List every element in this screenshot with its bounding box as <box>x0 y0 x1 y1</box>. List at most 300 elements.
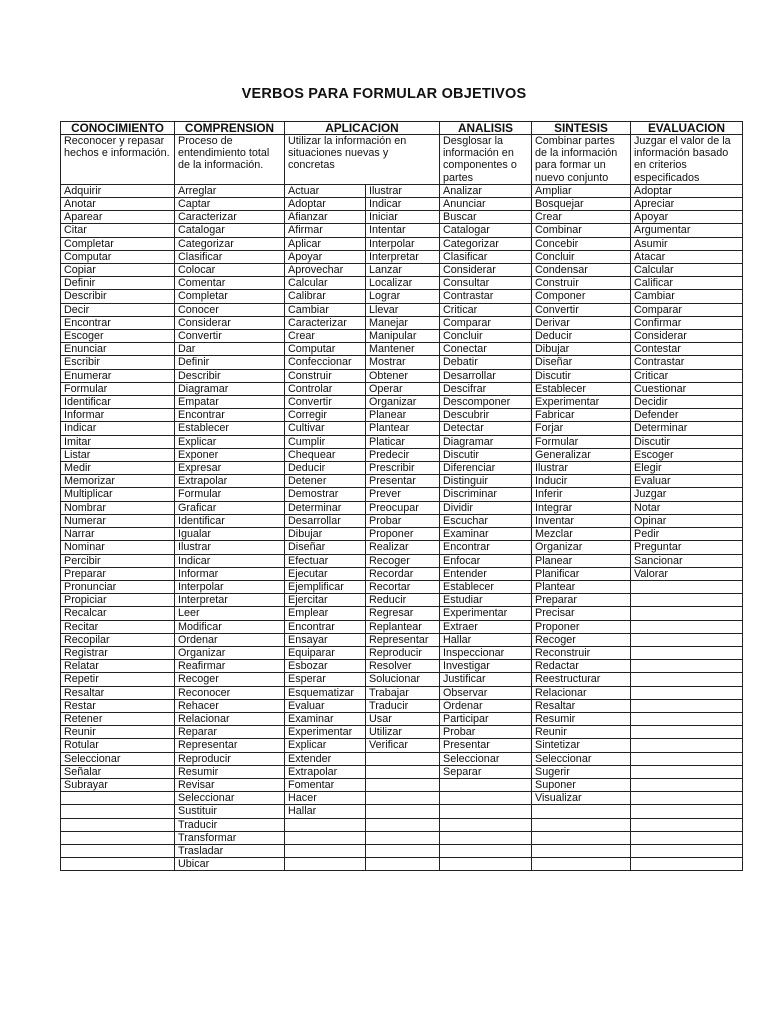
table-row <box>61 409 743 422</box>
verb-cell-comprension: Traducir <box>175 818 285 831</box>
verb-cell-aplicacion-1: Hacer <box>285 792 366 805</box>
verb-cell-evaluacion: Evaluar <box>631 475 743 488</box>
table-row <box>61 699 743 712</box>
verb-cell-aplicacion-1: Afianzar <box>285 211 366 224</box>
verb-cell-aplicacion-1 <box>285 844 366 857</box>
verb-cell-analisis: Consultar <box>440 277 532 290</box>
verb-cell-sintesis: Bosquejar <box>532 198 631 211</box>
description-evaluacion: Juzgar el valor de la información basado en criterios especificados <box>631 135 743 185</box>
verb-cell-evaluacion <box>631 633 743 646</box>
verb-cell-conocimiento: Nombrar <box>61 501 175 514</box>
verb-cell-sintesis: Sugerir <box>532 765 631 778</box>
verb-cell-sintesis: Proponer <box>532 620 631 633</box>
table-row <box>61 858 743 871</box>
verb-cell-conocimiento: Recopilar <box>61 633 175 646</box>
verb-cell-analisis <box>440 858 532 871</box>
verb-cell-aplicacion-1 <box>285 831 366 844</box>
verb-cell-evaluacion <box>631 726 743 739</box>
verb-cell-aplicacion-2: Presentar <box>366 475 440 488</box>
verb-cell-comprension: Ubicar <box>175 858 285 871</box>
verb-cell-aplicacion-2: Prescribir <box>366 462 440 475</box>
verb-cell-analisis: Escuchar <box>440 514 532 527</box>
verb-cell-analisis: Separar <box>440 765 532 778</box>
verb-cell-analisis: Considerar <box>440 264 532 277</box>
verb-cell-evaluacion <box>631 858 743 871</box>
verb-cell-conocimiento: Medir <box>61 462 175 475</box>
verb-cell-comprension: Reparar <box>175 726 285 739</box>
verb-cell-conocimiento: Numerar <box>61 514 175 527</box>
verb-cell-comprension: Diagramar <box>175 382 285 395</box>
verb-cell-analisis: Desarrollar <box>440 369 532 382</box>
verb-cell-comprension: Ordenar <box>175 633 285 646</box>
verb-cell-aplicacion-1: Equiparar <box>285 646 366 659</box>
verb-cell-comprension: Encontrar <box>175 409 285 422</box>
verb-cell-analisis: Debatir <box>440 356 532 369</box>
verb-cell-aplicacion-1: Construir <box>285 369 366 382</box>
verb-cell-sintesis: Resaltar <box>532 699 631 712</box>
verb-cell-comprension: Seleccionar <box>175 792 285 805</box>
verb-cell-aplicacion-2: Indicar <box>366 198 440 211</box>
verb-cell-aplicacion-1: Convertir <box>285 396 366 409</box>
verb-cell-conocimiento: Multiplicar <box>61 488 175 501</box>
table-row <box>61 686 743 699</box>
verb-cell-aplicacion-1: Controlar <box>285 382 366 395</box>
verb-cell-sintesis: Experimentar <box>532 396 631 409</box>
verb-cell-analisis: Ordenar <box>440 699 532 712</box>
verb-cell-aplicacion-2: Llevar <box>366 303 440 316</box>
verb-cell-sintesis: Relacionar <box>532 686 631 699</box>
verb-cell-comprension: Expresar <box>175 462 285 475</box>
verb-cell-analisis: Dividir <box>440 501 532 514</box>
verb-cell-comprension: Interpretar <box>175 594 285 607</box>
verb-cell-evaluacion <box>631 580 743 593</box>
verb-cell-aplicacion-1: Encontrar <box>285 620 366 633</box>
verb-cell-conocimiento: Escribir <box>61 356 175 369</box>
verb-cell-sintesis: Diseñar <box>532 356 631 369</box>
verb-cell-evaluacion <box>631 673 743 686</box>
verb-cell-aplicacion-1: Efectuar <box>285 554 366 567</box>
verb-cell-analisis: Anunciar <box>440 198 532 211</box>
table-row <box>61 567 743 580</box>
verb-cell-comprension: Interpolar <box>175 580 285 593</box>
verb-cell-conocimiento: Adquirir <box>61 184 175 197</box>
verb-cell-analisis: Buscar <box>440 211 532 224</box>
description-sintesis: Combinar partes de la información para formar un nuevo conjunto <box>532 135 631 185</box>
verb-cell-comprension: Leer <box>175 607 285 620</box>
table-row <box>61 369 743 382</box>
verb-cell-sintesis: Sintetizar <box>532 739 631 752</box>
verb-cell-comprension: Transformar <box>175 831 285 844</box>
verb-cell-sintesis: Inventar <box>532 514 631 527</box>
verb-cell-aplicacion-2: Mantener <box>366 343 440 356</box>
verb-cell-sintesis: Combinar <box>532 224 631 237</box>
verb-cell-aplicacion-2: Obtener <box>366 369 440 382</box>
verb-cell-aplicacion-2: Representar <box>366 633 440 646</box>
verb-cell-conocimiento: Señalar <box>61 765 175 778</box>
verb-cell-conocimiento <box>61 805 175 818</box>
verb-cell-comprension: Completar <box>175 290 285 303</box>
verb-cell-aplicacion-2: Solucionar <box>366 673 440 686</box>
verb-cell-comprension: Igualar <box>175 528 285 541</box>
verb-cell-aplicacion-2: Reducir <box>366 594 440 607</box>
verb-cell-comprension: Extrapolar <box>175 475 285 488</box>
verb-cell-aplicacion-1: Evaluar <box>285 699 366 712</box>
verb-cell-aplicacion-1: Cambiar <box>285 303 366 316</box>
verb-cell-sintesis: Reestructurar <box>532 673 631 686</box>
verb-cell-analisis: Inspeccionar <box>440 646 532 659</box>
verb-cell-sintesis: Concebir <box>532 237 631 250</box>
table-row <box>61 211 743 224</box>
table-row <box>61 277 743 290</box>
verb-cell-aplicacion-1: Explicar <box>285 739 366 752</box>
verb-cell-analisis: Conectar <box>440 343 532 356</box>
verb-cell-conocimiento: Percibir <box>61 554 175 567</box>
verb-cell-aplicacion-2: Predecir <box>366 448 440 461</box>
verb-cell-conocimiento: Seleccionar <box>61 752 175 765</box>
table-row <box>61 778 743 791</box>
table-row <box>61 805 743 818</box>
verb-cell-comprension: Catalogar <box>175 224 285 237</box>
verb-cell-comprension: Clasificar <box>175 250 285 263</box>
table-row <box>61 633 743 646</box>
verb-cell-sintesis: Preparar <box>532 594 631 607</box>
verb-cell-analisis <box>440 818 532 831</box>
verb-cell-evaluacion: Preguntar <box>631 541 743 554</box>
verb-cell-aplicacion-1 <box>285 858 366 871</box>
table-row <box>61 224 743 237</box>
verb-cell-aplicacion-2 <box>366 752 440 765</box>
table-row <box>61 792 743 805</box>
verb-cell-sintesis: Dibujar <box>532 343 631 356</box>
verb-cell-comprension: Trasladar <box>175 844 285 857</box>
verbs-body <box>61 184 743 871</box>
verb-cell-analisis: Presentar <box>440 739 532 752</box>
verb-cell-conocimiento: Completar <box>61 237 175 250</box>
verb-cell-analisis <box>440 792 532 805</box>
verb-cell-analisis: Probar <box>440 726 532 739</box>
verb-cell-aplicacion-2: Manejar <box>366 316 440 329</box>
verb-cell-conocimiento: Describir <box>61 290 175 303</box>
verb-cell-aplicacion-2: Resolver <box>366 660 440 673</box>
verb-cell-sintesis <box>532 831 631 844</box>
verb-cell-aplicacion-2: Usar <box>366 712 440 725</box>
verb-cell-conocimiento: Imitar <box>61 435 175 448</box>
verb-cell-comprension: Recoger <box>175 673 285 686</box>
verb-cell-comprension: Reproducir <box>175 752 285 765</box>
verb-cell-analisis: Contrastar <box>440 290 532 303</box>
verb-cell-sintesis <box>532 844 631 857</box>
verb-cell-evaluacion <box>631 805 743 818</box>
verb-cell-comprension: Graficar <box>175 501 285 514</box>
table-row <box>61 620 743 633</box>
verb-cell-aplicacion-1: Diseñar <box>285 541 366 554</box>
table-row <box>61 673 743 686</box>
verb-cell-aplicacion-2: Localizar <box>366 277 440 290</box>
verb-cell-aplicacion-1: Esperar <box>285 673 366 686</box>
verb-cell-analisis: Experimentar <box>440 607 532 620</box>
verb-cell-comprension: Caracterizar <box>175 211 285 224</box>
verb-cell-aplicacion-1: Calcular <box>285 277 366 290</box>
verb-cell-aplicacion-2: Planear <box>366 409 440 422</box>
table-row <box>61 660 743 673</box>
verb-cell-conocimiento: Rotular <box>61 739 175 752</box>
verb-cell-comprension: Resumir <box>175 765 285 778</box>
verb-cell-conocimiento: Enunciar <box>61 343 175 356</box>
verb-cell-comprension: Informar <box>175 567 285 580</box>
verb-cell-conocimiento <box>61 792 175 805</box>
verb-cell-sintesis: Crear <box>532 211 631 224</box>
verb-cell-aplicacion-1: Crear <box>285 330 366 343</box>
verb-cell-aplicacion-2: Probar <box>366 514 440 527</box>
description-comprension: Proceso de entendimiento total de la información. <box>175 135 285 185</box>
verb-cell-evaluacion <box>631 712 743 725</box>
verb-cell-evaluacion: Contestar <box>631 343 743 356</box>
verb-cell-evaluacion: Adoptar <box>631 184 743 197</box>
verb-cell-conocimiento: Computar <box>61 250 175 263</box>
verb-cell-sintesis: Discutir <box>532 369 631 382</box>
verb-cell-sintesis: Componer <box>532 290 631 303</box>
verb-cell-evaluacion: Decidir <box>631 396 743 409</box>
table-row <box>61 290 743 303</box>
verb-cell-evaluacion <box>631 831 743 844</box>
verb-cell-analisis: Analizar <box>440 184 532 197</box>
verb-cell-conocimiento: Aparear <box>61 211 175 224</box>
verb-cell-aplicacion-2: Interpretar <box>366 250 440 263</box>
verb-cell-conocimiento: Reunir <box>61 726 175 739</box>
verb-cell-conocimiento: Enumerar <box>61 369 175 382</box>
verb-cell-analisis: Categorizar <box>440 237 532 250</box>
verb-cell-evaluacion <box>631 778 743 791</box>
verb-cell-aplicacion-1 <box>285 818 366 831</box>
verb-cell-sintesis: Planear <box>532 554 631 567</box>
verb-cell-aplicacion-2: Lanzar <box>366 264 440 277</box>
verb-cell-aplicacion-2 <box>366 792 440 805</box>
verb-cell-aplicacion-2: Realizar <box>366 541 440 554</box>
header-row <box>61 122 743 135</box>
verb-cell-comprension: Describir <box>175 369 285 382</box>
table-row <box>61 554 743 567</box>
verb-cell-conocimiento: Propiciar <box>61 594 175 607</box>
verb-cell-evaluacion: Apreciar <box>631 198 743 211</box>
verb-cell-sintesis: Fabricar <box>532 409 631 422</box>
verb-cell-aplicacion-1: Apoyar <box>285 250 366 263</box>
verb-cell-evaluacion <box>631 699 743 712</box>
verb-cell-evaluacion: Confirmar <box>631 316 743 329</box>
verb-cell-sintesis: Visualizar <box>532 792 631 805</box>
table-row <box>61 316 743 329</box>
verb-cell-conocimiento: Definir <box>61 277 175 290</box>
verb-cell-evaluacion: Comparar <box>631 303 743 316</box>
verb-cell-aplicacion-1: Emplear <box>285 607 366 620</box>
table-row <box>61 396 743 409</box>
verb-cell-aplicacion-1: Deducir <box>285 462 366 475</box>
verb-cell-conocimiento: Anotar <box>61 198 175 211</box>
verb-cell-aplicacion-1: Aprovechar <box>285 264 366 277</box>
verb-cell-aplicacion-1: Hallar <box>285 805 366 818</box>
verb-cell-aplicacion-1: Examinar <box>285 712 366 725</box>
verb-cell-sintesis: Forjar <box>532 422 631 435</box>
verb-cell-aplicacion-2 <box>366 805 440 818</box>
verb-cell-evaluacion <box>631 660 743 673</box>
verb-cell-analisis: Hallar <box>440 633 532 646</box>
verb-cell-sintesis: Resumir <box>532 712 631 725</box>
verb-cell-sintesis: Integrar <box>532 501 631 514</box>
table-row <box>61 198 743 211</box>
verb-cell-evaluacion <box>631 752 743 765</box>
table-row <box>61 765 743 778</box>
verb-cell-analisis: Extraer <box>440 620 532 633</box>
verb-cell-conocimiento <box>61 818 175 831</box>
table-row <box>61 594 743 607</box>
verb-cell-comprension: Relacionar <box>175 712 285 725</box>
verb-cell-comprension: Conocer <box>175 303 285 316</box>
table-row <box>61 528 743 541</box>
header-evaluacion: EVALUACION <box>631 122 743 135</box>
verb-cell-sintesis: Establecer <box>532 382 631 395</box>
verb-cell-aplicacion-1: Aplicar <box>285 237 366 250</box>
verb-cell-evaluacion: Contrastar <box>631 356 743 369</box>
verb-cell-evaluacion: Considerar <box>631 330 743 343</box>
verb-cell-comprension: Representar <box>175 739 285 752</box>
verb-cell-evaluacion: Determinar <box>631 422 743 435</box>
verb-cell-analisis: Catalogar <box>440 224 532 237</box>
table-row <box>61 382 743 395</box>
verb-cell-sintesis: Seleccionar <box>532 752 631 765</box>
verb-cell-aplicacion-2: Utilizar <box>366 726 440 739</box>
verb-cell-evaluacion: Discutir <box>631 435 743 448</box>
verb-cell-conocimiento: Restar <box>61 699 175 712</box>
verb-cell-comprension: Reconocer <box>175 686 285 699</box>
verb-cell-aplicacion-1: Esbozar <box>285 660 366 673</box>
verb-cell-comprension: Organizar <box>175 646 285 659</box>
verb-cell-aplicacion-1: Esquematizar <box>285 686 366 699</box>
verb-cell-analisis: Entender <box>440 567 532 580</box>
verb-cell-conocimiento: Citar <box>61 224 175 237</box>
verb-cell-aplicacion-1: Chequear <box>285 448 366 461</box>
verb-cell-comprension: Empatar <box>175 396 285 409</box>
verb-cell-aplicacion-2: Preocupar <box>366 501 440 514</box>
header-comprension: COMPRENSION <box>175 122 285 135</box>
verb-cell-conocimiento: Copiar <box>61 264 175 277</box>
verb-cell-evaluacion: Cuestionar <box>631 382 743 395</box>
verb-cell-evaluacion: Criticar <box>631 369 743 382</box>
table-row <box>61 541 743 554</box>
verb-cell-comprension: Modificar <box>175 620 285 633</box>
verb-cell-analisis: Encontrar <box>440 541 532 554</box>
header-sintesis: SINTESIS <box>532 122 631 135</box>
table-row <box>61 264 743 277</box>
table-row <box>61 844 743 857</box>
verb-cell-evaluacion: Apoyar <box>631 211 743 224</box>
verb-cell-aplicacion-2: Replantear <box>366 620 440 633</box>
verb-cell-evaluacion: Argumentar <box>631 224 743 237</box>
verb-cell-analisis: Concluir <box>440 330 532 343</box>
verb-cell-evaluacion <box>631 646 743 659</box>
verb-cell-aplicacion-1: Ejecutar <box>285 567 366 580</box>
verb-cell-aplicacion-2: Recortar <box>366 580 440 593</box>
table-row <box>61 739 743 752</box>
verb-cell-analisis: Distinguir <box>440 475 532 488</box>
verb-cell-evaluacion <box>631 765 743 778</box>
verb-cell-sintesis: Condensar <box>532 264 631 277</box>
verb-cell-comprension: Explicar <box>175 435 285 448</box>
verb-cell-sintesis: Construir <box>532 277 631 290</box>
verb-cell-aplicacion-1: Cumplir <box>285 435 366 448</box>
verb-cell-analisis: Participar <box>440 712 532 725</box>
verb-cell-comprension: Captar <box>175 198 285 211</box>
verb-cell-analisis: Descomponer <box>440 396 532 409</box>
verb-cell-aplicacion-2: Reproducir <box>366 646 440 659</box>
table-row <box>61 831 743 844</box>
verb-cell-sintesis <box>532 858 631 871</box>
verb-cell-analisis: Establecer <box>440 580 532 593</box>
table-row <box>61 475 743 488</box>
table-row <box>61 580 743 593</box>
verb-cell-aplicacion-2: Prever <box>366 488 440 501</box>
verb-cell-comprension: Arreglar <box>175 184 285 197</box>
verb-cell-aplicacion-1: Ejemplificar <box>285 580 366 593</box>
verb-cell-aplicacion-2: Mostrar <box>366 356 440 369</box>
table-row <box>61 818 743 831</box>
verb-cell-sintesis: Formular <box>532 435 631 448</box>
verb-cell-aplicacion-1: Ensayar <box>285 633 366 646</box>
verb-cell-aplicacion-2: Recordar <box>366 567 440 580</box>
verb-cell-analisis: Discutir <box>440 448 532 461</box>
verb-cell-sintesis: Redactar <box>532 660 631 673</box>
verb-cell-comprension: Rehacer <box>175 699 285 712</box>
verb-cell-comprension: Reafirmar <box>175 660 285 673</box>
verb-cell-sintesis: Concluir <box>532 250 631 263</box>
verb-cell-analisis: Investigar <box>440 660 532 673</box>
verb-cell-sintesis: Suponer <box>532 778 631 791</box>
verb-cell-aplicacion-2: Iniciar <box>366 211 440 224</box>
verb-cell-evaluacion <box>631 620 743 633</box>
verb-cell-comprension: Establecer <box>175 422 285 435</box>
verb-cell-conocimiento: Preparar <box>61 567 175 580</box>
verb-cell-evaluacion: Defender <box>631 409 743 422</box>
verb-cell-evaluacion: Notar <box>631 501 743 514</box>
verb-cell-analisis <box>440 831 532 844</box>
verb-cell-comprension: Ilustrar <box>175 541 285 554</box>
verb-cell-sintesis: Deducir <box>532 330 631 343</box>
verb-cell-comprension: Convertir <box>175 330 285 343</box>
verb-cell-analisis: Diferenciar <box>440 462 532 475</box>
table-row <box>61 712 743 725</box>
verb-cell-comprension: Categorizar <box>175 237 285 250</box>
verb-cell-evaluacion: Cambiar <box>631 290 743 303</box>
verb-cell-analisis: Clasificar <box>440 250 532 263</box>
verb-cell-aplicacion-2: Plantear <box>366 422 440 435</box>
verb-cell-analisis: Descubrir <box>440 409 532 422</box>
verb-cell-evaluacion <box>631 739 743 752</box>
verb-cell-sintesis: Ampliar <box>532 184 631 197</box>
header-aplicacion: APLICACION <box>285 122 440 135</box>
verb-cell-sintesis: Organizar <box>532 541 631 554</box>
table-row <box>61 356 743 369</box>
verb-cell-analisis: Enfocar <box>440 554 532 567</box>
verb-cell-sintesis: Precisar <box>532 607 631 620</box>
verb-cell-sintesis: Inferir <box>532 488 631 501</box>
verb-cell-comprension: Identificar <box>175 514 285 527</box>
verb-cell-evaluacion: Calificar <box>631 277 743 290</box>
verb-cell-analisis: Justificar <box>440 673 532 686</box>
verb-cell-evaluacion: Pedir <box>631 528 743 541</box>
verb-cell-aplicacion-2: Platicar <box>366 435 440 448</box>
verb-cell-evaluacion: Juzgar <box>631 488 743 501</box>
verb-cell-aplicacion-2: Proponer <box>366 528 440 541</box>
verb-cell-aplicacion-1: Fomentar <box>285 778 366 791</box>
verb-cell-aplicacion-2: Organizar <box>366 396 440 409</box>
